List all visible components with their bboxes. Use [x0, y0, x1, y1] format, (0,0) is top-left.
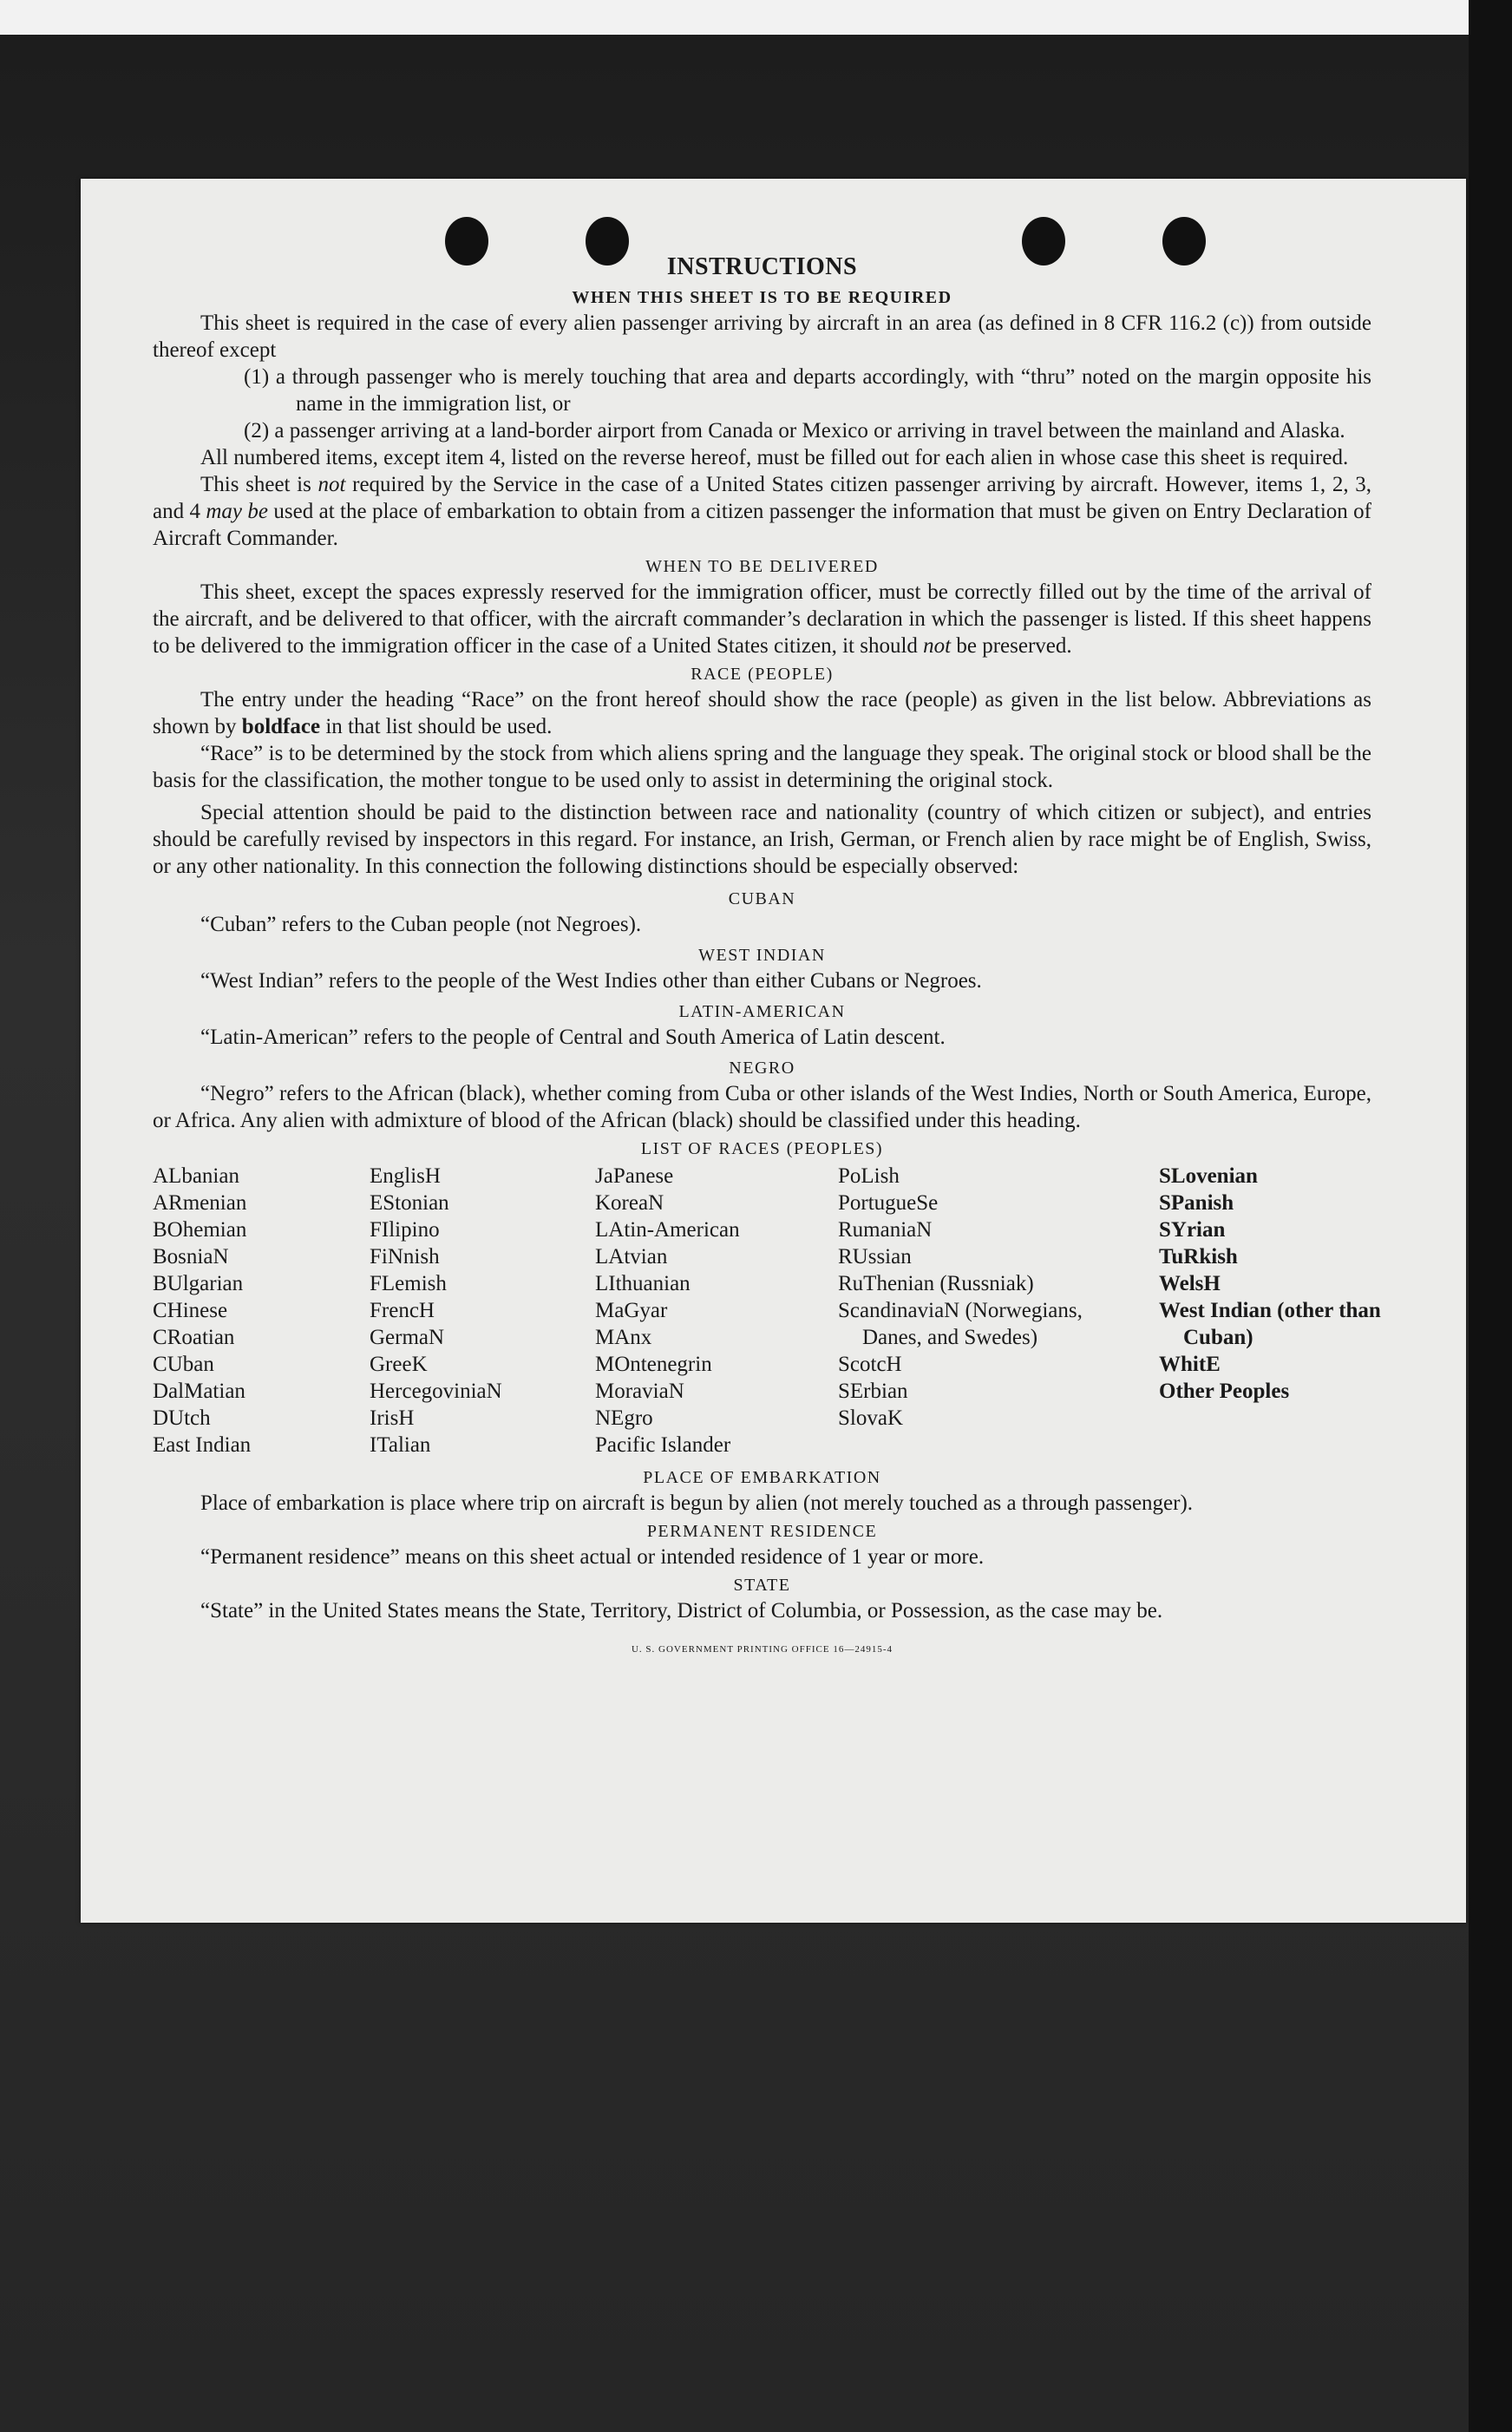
section-heading: STATE	[733, 1576, 791, 1595]
race-entry: LAtvian	[595, 1245, 668, 1268]
race-entry: SLovenian	[1159, 1164, 1258, 1188]
race-entry: ARmenian	[153, 1191, 247, 1215]
race-entry: EStonian	[370, 1191, 449, 1215]
race-column	[838, 1163, 1159, 1459]
race-entry: PortugueSe	[838, 1191, 939, 1215]
race-entry: EnglisH	[370, 1164, 441, 1188]
paragraph: All numbered items, except item 4, listed on the reverse hereof, must be filled out for each alien in whose case this sheet is required.	[200, 446, 1349, 469]
paragraph: This sheet is required in the case of every alien passenger arriving by aircraft in an area (as defined in 8 CFR 116.2 (c)) from outside thereof except	[153, 311, 1371, 362]
list-item: (1) a through passenger who is merely touching that area and departs accordingly, with “thru” noted on the margin opposite his name in the immigration list, or	[244, 365, 1371, 416]
printer-imprint: U. S. GOVERNMENT PRINTING OFFICE 16—24915-4	[631, 1644, 893, 1655]
race-entry: WelsH	[1159, 1272, 1221, 1295]
race-entry: CRoatian	[153, 1326, 235, 1349]
race-entry: SErbian	[838, 1380, 908, 1403]
race-entry: ALbanian	[153, 1164, 239, 1188]
section-heading: CUBAN	[728, 889, 796, 908]
race-entry: DUtch	[153, 1406, 211, 1430]
race-entry: FIlipino	[370, 1218, 440, 1242]
section-heading: LIST OF RACES (PEOPLES)	[640, 1139, 884, 1158]
film-edge-top	[0, 0, 1512, 35]
paragraph: “State” in the United States means the State, Territory, District of Columbia, or Possession, as the case may be.	[200, 1599, 1163, 1622]
section-heading: NEGRO	[729, 1059, 795, 1078]
list-item: (2) a passenger arriving at a land-border airport from Canada or Mexico or arriving in travel between the mainland and Alaska.	[244, 419, 1345, 442]
race-entry: Pacific Islander	[595, 1433, 731, 1457]
race-entry: ITalian	[370, 1433, 431, 1457]
paragraph: “West Indian” refers to the people of the West Indies other than either Cubans or Negroes.	[200, 969, 982, 993]
race-entry: BOhemian	[153, 1218, 247, 1242]
section-heading: WHEN THIS SHEET IS TO BE REQUIRED	[572, 288, 952, 307]
race-entry: ScotcH	[838, 1353, 902, 1376]
race-entry: KoreaN	[595, 1191, 664, 1215]
section-heading: WHEN TO BE DELIVERED	[645, 557, 879, 576]
race-entry: PoLish	[838, 1164, 900, 1188]
race-entry: GermaN	[370, 1326, 445, 1349]
race-entry: MaGyar	[595, 1299, 668, 1322]
paragraph: “Permanent residence” means on this sheet actual or intended residence of 1 year or more.	[200, 1545, 985, 1569]
race-entry: BosniaN	[153, 1245, 229, 1268]
race-entry: LIthuanian	[595, 1272, 691, 1295]
race-entry: LAtin-American	[595, 1218, 740, 1242]
paragraph: “Negro” refers to the African (black), whether coming from Cuba or other islands of the West Indies, North or South America, Europe, or Africa. Any alien with admixture of blood of the African (black) should be classified under this heading.	[153, 1082, 1371, 1132]
paragraph: This sheet, except the spaces expressly reserved for the immigration officer, must be correctly filled out by the time of the arrival of the aircraft, and be delivered to that officer, with the aircraft commander’s declaration in which the passenger is listed. If this sheet happens to be delivered to the immigration officer in the case of a United States citizen, it should not be preserved.	[153, 580, 1371, 658]
race-entry: GreeK	[370, 1353, 428, 1376]
race-entry: JaPanese	[595, 1164, 674, 1188]
paragraph: “Cuban” refers to the Cuban people (not Negroes).	[200, 913, 642, 936]
paragraph: Place of embarkation is place where trip on aircraft is begun by alien (not merely touched as a through passenger).	[200, 1491, 1194, 1515]
race-entry: IrisH	[370, 1406, 415, 1430]
race-entry: RUssian	[838, 1245, 912, 1268]
race-entry: SPanish	[1159, 1191, 1234, 1215]
race-entry: WhitE	[1159, 1353, 1221, 1376]
race-entry: DalMatian	[153, 1380, 245, 1403]
race-entry: West Indian (other than Cuban)	[1159, 1299, 1387, 1349]
race-entry: RumaniaN	[838, 1218, 933, 1242]
race-entry: HercegoviniaN	[370, 1380, 502, 1403]
race-entry: East Indian	[153, 1433, 252, 1457]
race-column	[1159, 1163, 1387, 1459]
race-entry: TuRkish	[1159, 1245, 1238, 1268]
paragraph: “Race” is to be determined by the stock from which aliens spring and the language they speak. The original stock or blood shall be the basis for the classification, the mother tongue to be used only to assist in determining the original stock.	[153, 742, 1371, 792]
film-edge-right	[1469, 0, 1512, 2432]
section-heading: PERMANENT RESIDENCE	[646, 1522, 878, 1541]
instruction-sheet	[81, 179, 1466, 1923]
race-entry: CHinese	[153, 1299, 228, 1322]
race-column	[595, 1163, 838, 1459]
race-column	[370, 1163, 595, 1459]
page-title: INSTRUCTIONS	[666, 253, 858, 280]
paragraph: “Latin-American” refers to the people of Central and South America of Latin descent.	[200, 1026, 946, 1049]
paragraph: This sheet is not required by the Service in the case of a United States citizen passenger arriving by aircraft. However, items 1, 2, 3, and 4 may be used at the place of embarkation to obtain from a citizen passenger the information that must be given on Entry Declaration of Aircraft Commander.	[153, 473, 1372, 550]
paragraph: The entry under the heading “Race” on the front hereof should show the race (people) as given in the list below. Abbreviations as shown by boldface in that list should be used.	[153, 688, 1371, 738]
section-heading: LATIN-AMERICAN	[678, 1002, 846, 1021]
paragraph: Special attention should be paid to the distinction between race and nationality (country of which citizen or subject), and entries should be carefully revised by inspectors in this regard. For instance, an Irish, German, or French alien by race might be of English, Swiss, or any other nationality. In this connection the following distinctions should be especially observed:	[153, 801, 1371, 878]
race-entry: FrencH	[370, 1299, 435, 1322]
section-heading: WEST INDIAN	[698, 946, 826, 965]
race-entry: BUlgarian	[153, 1272, 244, 1295]
section-heading: PLACE OF EMBARKATION	[643, 1468, 881, 1487]
race-entry: SlovaK	[838, 1406, 903, 1430]
race-entry: ScandinaviaN (Norwegians, Danes, and Swedes)	[838, 1299, 1089, 1349]
race-entry: NEgro	[595, 1406, 653, 1430]
race-entry: FiNnish	[370, 1245, 440, 1268]
race-entry: MOntenegrin	[595, 1353, 712, 1376]
document-body	[153, 252, 1387, 1663]
race-entry: MoraviaN	[595, 1380, 684, 1403]
race-entry: SYrian	[1159, 1218, 1226, 1242]
race-entry: RuThenian (Russniak)	[838, 1272, 1034, 1295]
races-list	[153, 1163, 1387, 1459]
race-entry: CUban	[153, 1353, 214, 1376]
race-entry: Other Peoples	[1159, 1380, 1290, 1403]
race-entry: MAnx	[595, 1326, 652, 1349]
section-heading: RACE (PEOPLE)	[691, 665, 834, 684]
race-column	[153, 1163, 370, 1459]
race-entry: FLemish	[370, 1272, 447, 1295]
